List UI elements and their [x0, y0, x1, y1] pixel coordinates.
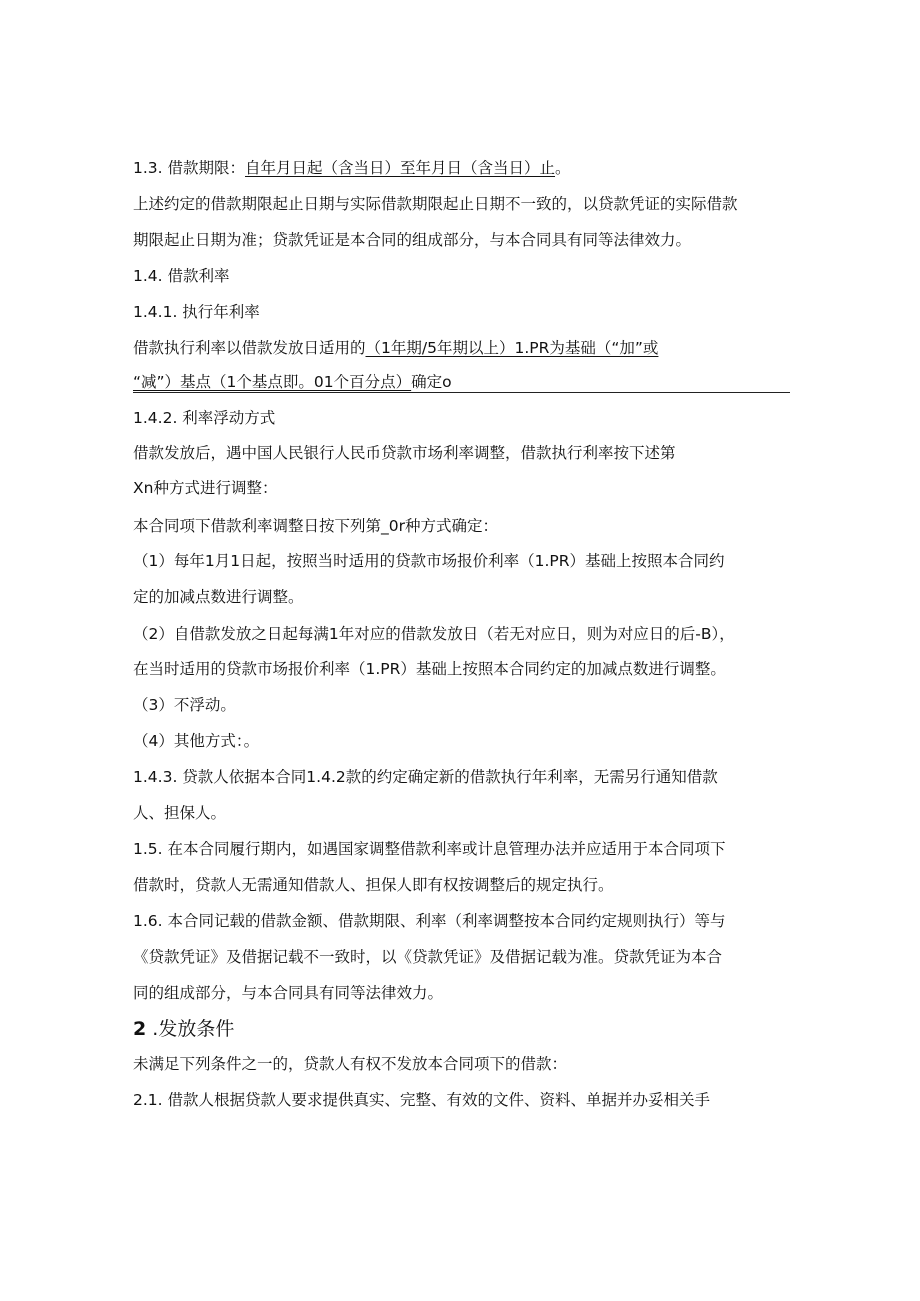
section-2-heading [133, 1016, 234, 1042]
paragraph-line: “减”）基点（1个基点即。01个百分点）确定o [133, 373, 452, 391]
paragraph-line: 借款时，贷款人无需通知借款人、担保人即有权按调整后的规定执行。 [133, 876, 614, 894]
basis-points-blank: “减”）基点（1个基点即。01个百分点） [133, 373, 412, 391]
paragraph-line: 借款发放后，遇中国人民银行人民币贷款市场利率调整，借款执行利率按下述第 [133, 444, 676, 462]
paragraph-line: 人、担保人。 [133, 804, 227, 822]
clause-2-1: 2.1. 借款人根据贷款人要求提供真实、完整、有效的文件、资料、单据并办妥相关手 [133, 1091, 711, 1109]
loan-term-blank: 自年月日起（含当日）至年月日（含当日）止 [245, 159, 556, 177]
clause-1-4-1-heading: 1.4.1. 执行年利率 [133, 303, 260, 321]
option-1-line: （1）每年1月1日起，按照当时适用的贷款市场报价利率（1.PR）基础上按照本合同约 [133, 552, 725, 570]
horizontal-rule [133, 392, 790, 393]
paragraph-line: 借款执行利率以借款发放日适用的（1年期/5年期以上）1.PR为基础（“加”或 [133, 339, 659, 357]
clause-1-4-3: 1.4.3. 贷款人依据本合同1.4.2款的约定确定新的借款执行年利率，无需另行通知借款 [133, 768, 718, 786]
paragraph-line: 本合同项下借款利率调整日按下列第_0r种方式确定： [133, 517, 498, 535]
paragraph-line: 《贷款凭证》及借据记载不一致时，以《贷款凭证》及借据记载为准。贷款凭证为本合 [133, 948, 723, 966]
clause-1-6: 1.6. 本合同记载的借款金额、借款期限、利率（利率调整按本合同约定规则执行）等与 [133, 912, 726, 930]
section-title: .发放条件 [146, 1018, 235, 1040]
option-4-line: （4）其他方式：。 [133, 732, 260, 750]
paragraph-line: 同的组成部分，与本合同具有同等法律效力。 [133, 984, 444, 1002]
paragraph-line: 在当时适用的贷款市场报价利率（1.PR）基础上按照本合同约定的加减点数进行调整。 [133, 660, 726, 678]
rate-basis-blank: （1年期/5年期以上）1.PR为基础（“加”或 [365, 339, 659, 357]
option-2-line: （2）自借款发放之日起每满1年对应的借款发放日（若无对应日，则为对应日的后-B）， [133, 625, 735, 643]
clause-1-5: 1.5. 在本合同履行期内，如遇国家调整借款利率或计息管理办法并应适用于本合同项下 [133, 840, 726, 858]
clause-1-4-2-heading: 1.4.2. 利率浮动方式 [133, 409, 276, 427]
paragraph-line: 未满足下列条件之一的，贷款人有权不发放本合同项下的借款： [133, 1055, 568, 1073]
paragraph-line: 期限起止日期为准；贷款凭证是本合同的组成部分，与本合同具有同等法律效力。 [133, 231, 692, 249]
section-number: 2 [133, 1018, 147, 1040]
paragraph-line: 上述约定的借款期限起止日期与实际借款期限起止日期不一致的，以贷款凭证的实际借款 [133, 195, 738, 213]
clause-1-3-loan-term: 1.3. 借款期限：自年月日起（含当日）至年月日（含当日）止。 [133, 159, 571, 177]
option-3-line: （3）不浮动。 [133, 696, 236, 714]
paragraph-line: Xn种方式进行调整： [133, 479, 278, 497]
clause-1-4-heading: 1.4. 借款利率 [133, 267, 230, 285]
paragraph-line: 定的加减点数进行调整。 [133, 588, 304, 606]
